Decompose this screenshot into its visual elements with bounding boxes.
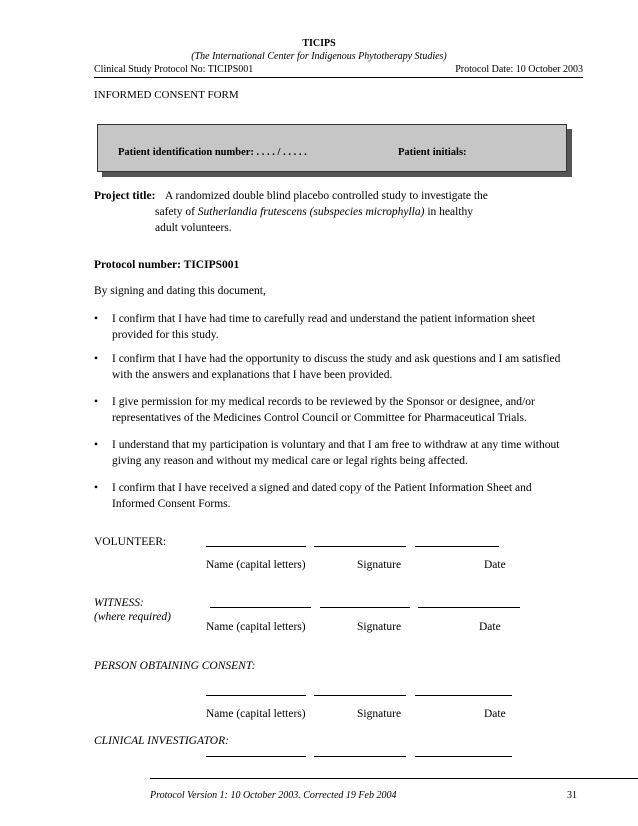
person-obtaining-consent-label: PERSON OBTAINING CONSENT: [94,660,256,672]
statement-line: I understand that my participation is voluntary and that I am free to withdraw at any time without [112,439,560,451]
signature-caption: Signature [357,559,402,571]
volunteer-label: VOLUNTEER: [94,536,167,548]
name-caption: Name (capital letters) [206,559,306,571]
project-title-line-3: adult volunteers. [155,222,232,234]
signature-caption: Signature [357,621,402,633]
volunteer-name-line[interactable] [206,546,306,547]
witness-note: (where required) [94,611,171,623]
project-title-line-1: A randomized double blind placebo controlled study to investigate the [165,190,488,202]
consent-intro: By signing and dating this document, [94,285,266,297]
protocol-number: Protocol number: TICIPS001 [94,259,240,271]
patient-identification-number: Patient identification number: . . . . / . . . . . [118,147,307,158]
signature-caption: Signature [357,708,402,720]
date-caption: Date [479,621,501,633]
bullet-icon: • [94,313,99,325]
witness-signature-line[interactable] [320,607,410,608]
statement-line: representatives of the Medicines Control Council or Committee for Pharmaceutical Trials. [112,412,527,424]
project-title-label: Project title: [94,190,156,202]
species-name: Sutherlandia frutescens (subspecies microphylla) [197,206,425,218]
name-caption: Name (capital letters) [206,708,306,720]
statement-line: with the answers and explanations that I have been provided. [112,369,393,381]
statement-line: I confirm that I have received a signed and dated copy of the Patient Information Sheet and [112,482,532,494]
patient-initials: Patient initials: [398,147,467,158]
ci-signature-line[interactable] [314,756,406,757]
footer-version: Protocol Version 1: 10 October 2003. Corrected 19 Feb 2004 [150,790,397,801]
project-title-line-2 [155,206,473,218]
witness-label: WITNESS: [94,597,144,609]
name-caption: Name (capital letters) [206,621,306,633]
statement-line: Informed Consent Forms. [112,498,231,510]
clinical-investigator-label: CLINICAL INVESTIGATOR: [94,735,229,747]
statement-line: giving any reason and without my medical care or legal rights being affected. [112,455,468,467]
witness-name-line[interactable] [210,607,311,608]
poc-date-line[interactable] [415,695,512,696]
statement-line: provided for this study. [112,329,219,341]
statement-line: I confirm that I have had the opportunity to discuss the study and ask questions and I am satisfied [112,353,561,365]
header-divider [94,77,583,78]
document-header-title: TICIPS [302,38,336,49]
poc-signature-line[interactable] [314,695,406,696]
footer-divider [150,778,638,779]
page-number: 31 [567,790,577,801]
witness-date-line[interactable] [418,607,520,608]
document-header-subtitle: (The International Center for Indigenous Phytotherapy Studies) [191,51,447,62]
project-title-line-2-pre: safety of [155,206,198,218]
statement-line: I give permission for my medical records to be reviewed by the Sponsor or designee, and/or [112,396,535,408]
bullet-icon: • [94,396,99,408]
poc-name-line[interactable] [206,695,306,696]
volunteer-date-line[interactable] [415,546,499,547]
date-caption: Date [484,708,506,720]
ci-name-line[interactable] [206,756,306,757]
bullet-icon: • [94,482,99,494]
date-caption: Date [484,559,506,571]
form-title: INFORMED CONSENT FORM [94,89,239,101]
bullet-icon: • [94,353,99,365]
protocol-date-header: Protocol Date: 10 October 2003 [455,64,583,75]
statement-line: I confirm that I have had time to carefully read and understand the patient information sheet [112,313,536,325]
bullet-icon: • [94,439,99,451]
project-title-line-2-post: in healthy [424,206,474,218]
volunteer-signature-line[interactable] [314,546,406,547]
ci-date-line[interactable] [415,756,512,757]
protocol-number-header: Clinical Study Protocol No: TICIPS001 [94,64,254,75]
